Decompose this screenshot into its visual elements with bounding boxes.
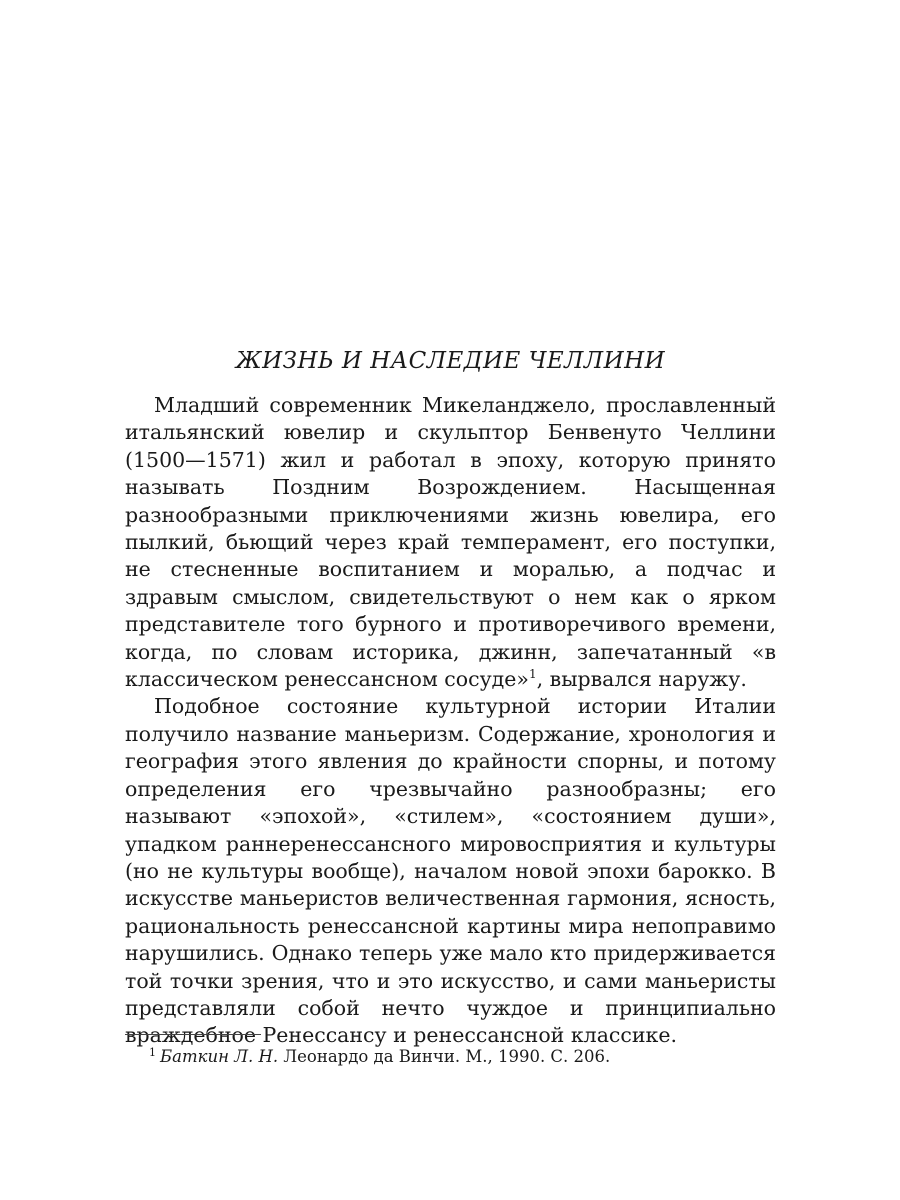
footnote-author: Баткин Л. Н.: [160, 1047, 279, 1066]
paragraph-2: Подобное состояние культурной истории Италии получило название маньеризм. Содержание, хронология и география этого явления до крайности спорны, и потому определения его чрезвычайно разнообразны; его называют «эпохой», «стилем», «состоянием души», упадком раннеренессансного мировосприятия и культуры (но не культуры вообще), началом новой эпохи барокко. В искусстве маньеристов величественная гармония, ясность, рациональность ренессансной картины мира непоправимо нарушились. Однако теперь уже мало кто придерживается той точки зрения, что и это искусство, и сами маньеристы представляли собой нечто чуждое и принципиально враждебное Ренессансу и ренессансной классике.: [125, 694, 776, 1048]
footnote-divider: [125, 1034, 261, 1035]
footnote-mark: 1: [149, 1045, 156, 1059]
paragraph-1: [125, 392, 776, 693]
paragraph-1-text: Младший современник Микеланджело, прославленный итальянский ювелир и скульптор Бенвенуто Челлини (1500—1571) жил и работал в эпоху, которую принято называть Поздним Возрождением. Насыщенная разнообразными приключениями жизнь ювелира, его пылкий, бьющий через край темперамент, его поступки, не стесненные воспитанием и моралью, а подчас и здравым смыслом, свидетельствуют о нем как о ярком представителе того бурного и противоречивого времени, когда, по словам историка, джинн, запечатанный «в классическом ренессансном сосуде»: [125, 393, 776, 692]
chapter-title: ЖИЗНЬ И НАСЛЕДИЕ ЧЕЛЛИНИ: [235, 348, 666, 374]
body-text: [125, 392, 776, 1050]
footnote-reference: 1: [528, 667, 537, 682]
footnote: [149, 1046, 776, 1068]
paragraph-1-text-end: , вырвался наружу.: [536, 667, 747, 692]
footnote-citation: Леонардо да Винчи. М., 1990. С. 206.: [283, 1047, 611, 1066]
